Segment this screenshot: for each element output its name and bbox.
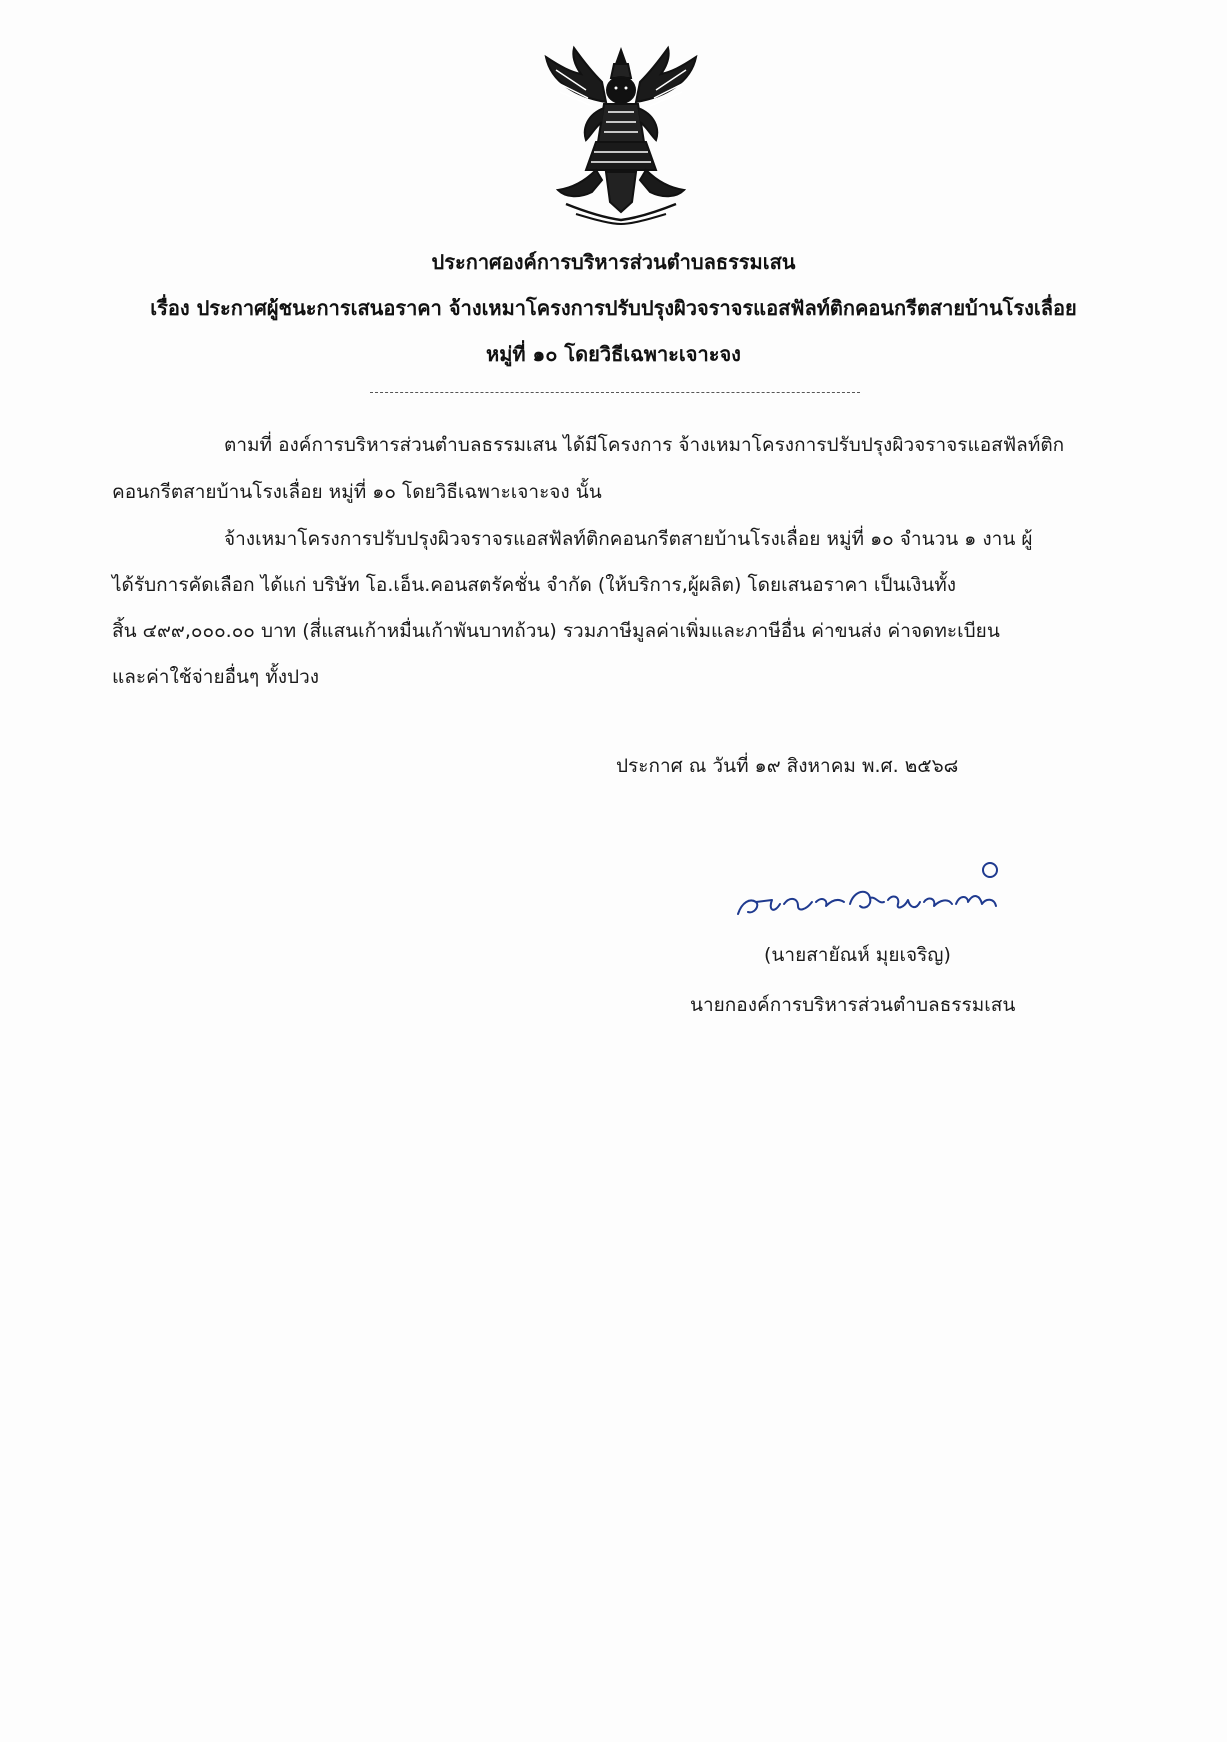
document-subject-line2: หมู่ที่ ๑๐ โดยวิธีเฉพาะเจาะจง bbox=[486, 342, 741, 366]
document-title: ประกาศองค์การบริหารส่วนตำบลธรรมเสน bbox=[431, 250, 796, 274]
paragraph2-line3: สิ้น ๔๙๙,๐๐๐.๐๐ บาท (สี่แสนเก้าหมื่นเก้าพันบาทถ้วน) รวมภาษีมูลค่าเพิ่มและภาษีอื่น ค่าขนส่ง ค่าจดทะเบียน bbox=[112, 620, 1000, 642]
dashed-divider bbox=[370, 392, 860, 393]
signer-name: (นายสายัณห์ มุยเจริญ) bbox=[764, 944, 951, 966]
paragraph2-line2: ได้รับการคัดเลือก ได้แก่ บริษัท โอ.เอ็น.คอนสตรัคชั่น จำกัด (ให้บริการ,ผู้ผลิต) โดยเสนอราคา เป็นเงินทั้ง bbox=[112, 574, 957, 596]
signer-title: นายกองค์การบริหารส่วนตำบลธรรมเสน bbox=[690, 994, 1016, 1016]
paragraph1-line2: คอนกรีตสายบ้านโรงเลื่อย หมู่ที่ ๑๐ โดยวิธีเฉพาะเจาะจง นั้น bbox=[112, 481, 602, 503]
paragraph2-line1: จ้างเหมาโครงการปรับปรุงผิวจราจรแอสฟัลท์ติกคอนกรีตสายบ้านโรงเลื่อย หมู่ที่ ๑๐ จำนวน ๑ งาน ผู้ bbox=[224, 528, 1033, 550]
paragraph1-line1: ตามที่ องค์การบริหารส่วนตำบลธรรมเสน ได้มีโครงการ จ้างเหมาโครงการปรับปรุงผิวจราจรแอสฟัลท์ติก bbox=[224, 434, 1065, 456]
document-subject-line1: เรื่อง ประกาศผู้ชนะการเสนอราคา จ้างเหมาโครงการปรับปรุงผิวจราจรแอสฟัลท์ติกคอนกรีตสายบ้านโรงเลื่อย bbox=[150, 296, 1077, 320]
announcement-date: ประกาศ ณ วันที่ ๑๙ สิงหาคม พ.ศ. ๒๕๖๘ bbox=[616, 755, 959, 777]
handwritten-signature-icon bbox=[728, 852, 1028, 932]
garuda-emblem-icon bbox=[536, 42, 706, 227]
paragraph2-line4: และค่าใช้จ่ายอื่นๆ ทั้งปวง bbox=[112, 666, 320, 688]
